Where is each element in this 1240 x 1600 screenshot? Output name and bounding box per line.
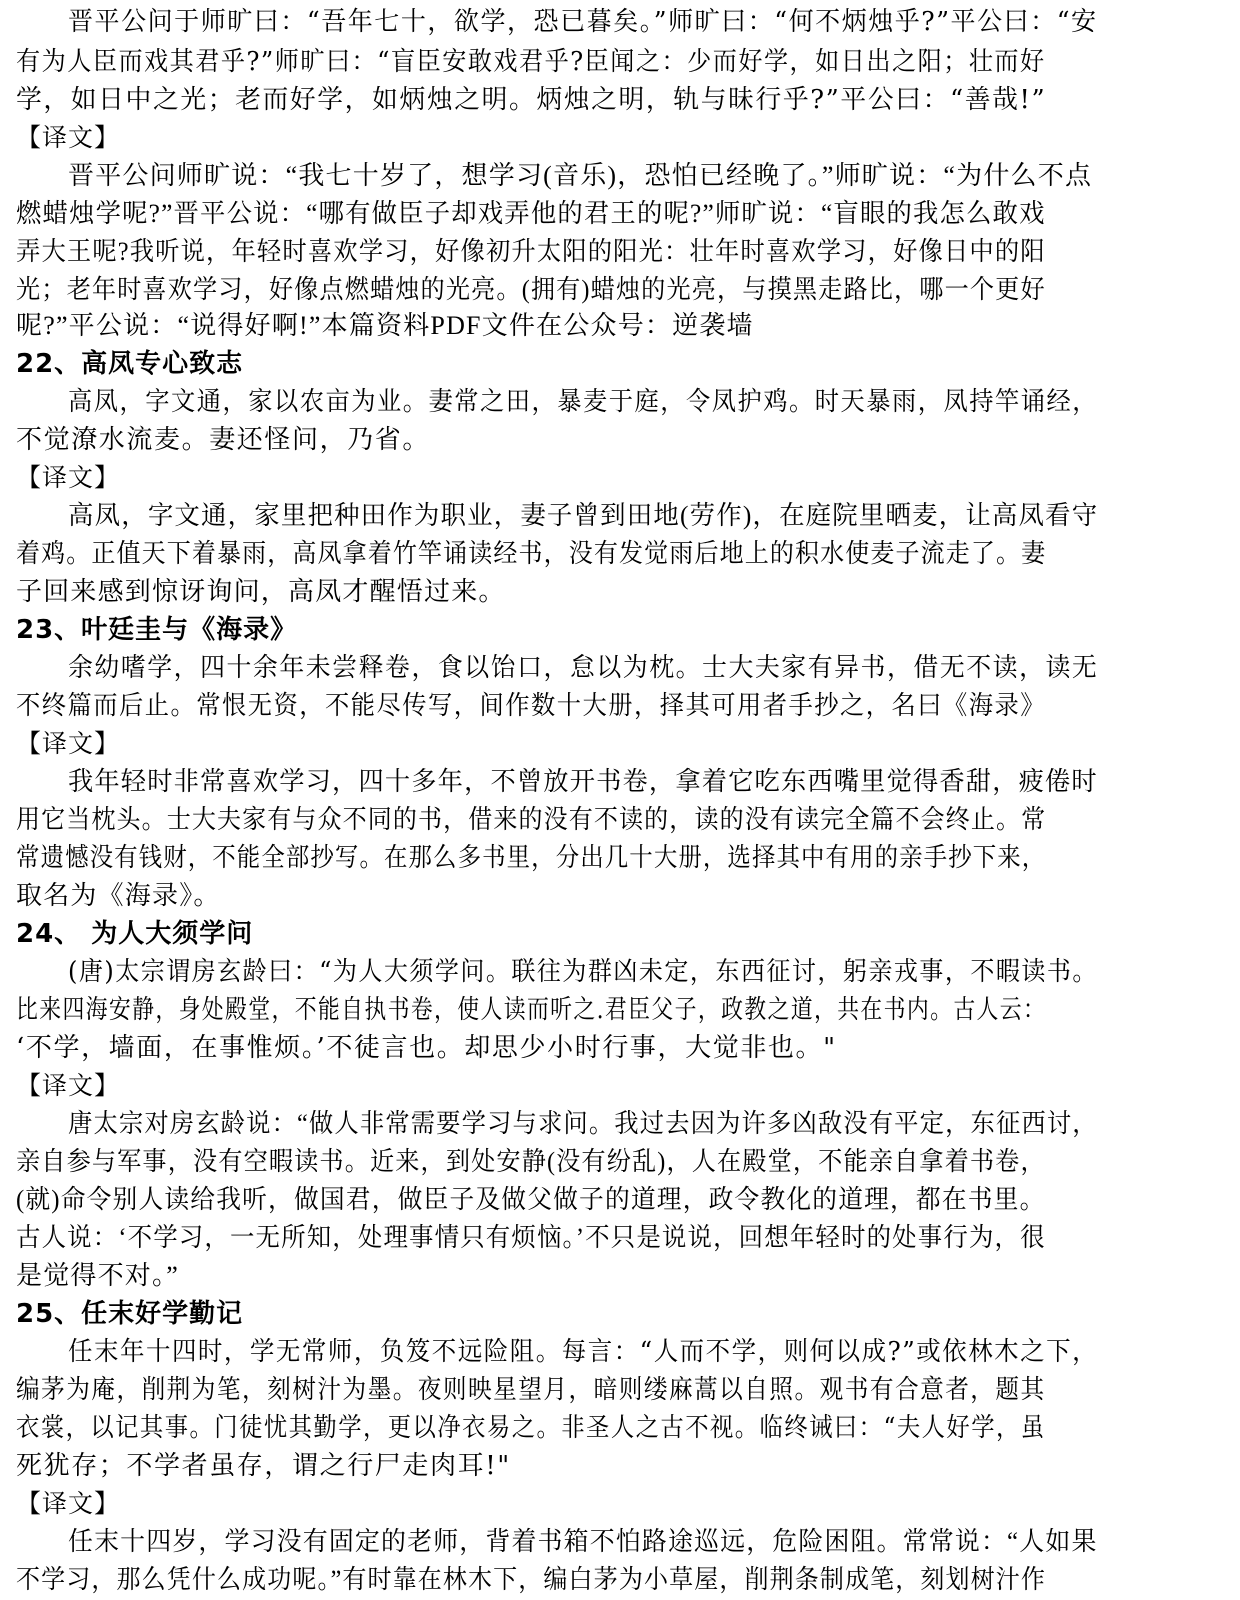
translation-label: 【译文】	[16, 123, 121, 152]
translation-text-line: (就)命令别人读给我听，做国君，做臣子及做父做子的道理，政令教化的道理，都在书里。	[16, 1185, 1046, 1214]
translation-text-line: 古人说：‘不学习，一无所知，处理事情只有烦恼。’不只是说说，回想年轻时的处事行为，很	[16, 1223, 1046, 1252]
translation-text-line: 我年轻时非常喜欢学习，四十多年，不曾放开书卷，拿着它吃东西嘴里觉得香甜，疲倦时	[68, 767, 1098, 796]
translation-text-line: 光；老年时喜欢学习，好像点燃蜡烛的光亮。(拥有)蜡烛的光亮，与摸黑走路比，哪一个更好	[16, 275, 1046, 304]
translation-text-line: 呢?”平公说：“说得好啊!”本篇资料PDF文件在公众号：逆袭墙	[16, 311, 754, 340]
original-text-line: 衣裳，以记其事。门徒忧其勤学，更以净衣易之。非圣人之古不视。临终诫曰：“夫人好学，虽	[16, 1413, 1046, 1443]
section-heading: 23、叶廷圭与《海录》	[16, 615, 298, 645]
original-text-line: (唐)太宗谓房玄龄曰：“为人大须学问。联往为群凶未定，东西征讨，躬亲戎事，不暇读书。	[68, 957, 1098, 987]
original-text-line: 不觉潦水流麦。妻还怪问，乃省。	[16, 425, 431, 455]
section-heading: 24、 为人大须学问	[16, 919, 254, 949]
original-text-line: 不终篇而后止。常恨无资，不能尽传写，间作数十大册，择其可用者手抄之，名曰《海录》	[16, 691, 1047, 721]
original-text-line: 任末年十四时，学无常师，负笈不远险阻。每言：“人而不学，则何以成?”或依林木之下，	[68, 1337, 1099, 1367]
translation-text-line: 用它当枕头。士大夫家有与众不同的书，借来的没有不读的，读的没有读完全篇不会终止。常	[16, 805, 1047, 834]
original-text-line: 比来四海安静，身处殿堂，不能自执书卷，使人读而听之.君臣父子，政教之道，共在书内。古人云：	[16, 995, 1047, 1025]
translation-text-line: 晋平公问师旷说：“我七十岁了，想学习(音乐)，恐怕已经晚了。”师旷说：“为什么不点	[68, 161, 1093, 190]
translation-text-line: 弄大王呢?我听说，年轻时喜欢学习，好像初升太阳的阳光：壮年时喜欢学习，好像日中的阳	[16, 237, 1046, 266]
original-text-line: ‘不学，墙面，在事惟烦。’不徒言也。却思少小时行事，大觉非也。"	[16, 1033, 837, 1063]
translation-text-line: 高凤，字文通，家里把种田作为职业，妻子曾到田地(劳作)，在庭院里晒麦，让高凤看守	[68, 501, 1099, 530]
translation-text-line: 着鸡。正值天下着暴雨，高凤拿着竹竿诵读经书，没有发觉雨后地上的积水使麦子流走了。妻	[16, 539, 1047, 568]
original-text-line: 学，如日中之光；老而好学，如炳烛之明。炳烛之明，轨与昧行乎?”平公曰：“善哉!”	[16, 85, 1047, 115]
translation-label: 【译文】	[16, 463, 121, 492]
translation-label: 【译文】	[16, 1489, 121, 1518]
translation-text-line: 取名为《海录》。	[16, 881, 221, 910]
original-text-line: 余幼嗜学，四十余年未尝释卷，食以饴口，怠以为枕。士大夫家有异书，借无不读，读无	[68, 653, 1099, 683]
translation-text-line: 任末十四岁，学习没有固定的老师，背着书箱不怕路途巡远，危险困阻。常常说：“人如果	[68, 1527, 1098, 1556]
original-text-line: 编茅为庵，削荆为笔，刻树汁为墨。夜则映星望月，暗则缕麻蒿以自照。观书有合意者，题其	[16, 1375, 1046, 1405]
translation-label: 【译文】	[16, 1071, 121, 1100]
translation-text-line: 常遗憾没有钱财，不能全部抄写。在那么多书里，分出几十大册，选择其中有用的亲手抄下来，	[16, 843, 1047, 872]
original-text-line: 有为人臣而戏其君乎?”师旷曰：“盲臣安敢戏君乎?臣闻之：少而好学，如日出之阳；壮而好	[16, 47, 1046, 77]
translation-text-line: 不学习，那么凭什么成功呢。”有时靠在林木下，编白茅为小草屋，削荆条制成笔，刻划树汁作	[16, 1565, 1046, 1594]
translation-text-line: 唐太宗对房玄龄说：“做人非常需要学习与求问。我过去因为许多凶敌没有平定，东征西讨，	[68, 1109, 1098, 1138]
original-text-line: 高凤，字文通，家以农亩为业。妻常之田，暴麦于庭，令凤护鸡。时天暴雨，凤持竿诵经，	[68, 387, 1099, 417]
section-heading: 25、任末好学勤记	[16, 1299, 244, 1329]
translation-label: 【译文】	[16, 729, 121, 758]
translation-text-line: 子回来感到惊讶询问，高凤才醒悟过来。	[16, 577, 506, 606]
translation-text-line: 亲自参与军事，没有空暇读书。近来，到处安静(没有纷乱)，人在殿堂，不能亲自拿着书卷，	[16, 1147, 1046, 1176]
original-text-line: 死犹存；不学者虽存，谓之行尸走肉耳!"	[16, 1451, 511, 1481]
section-heading: 22、高凤专心致志	[16, 349, 244, 379]
original-text-line: 晋平公问于师旷曰：“吾年七十，欲学，恐已暮矣。”师旷曰：“何不炳烛乎?”平公曰：“安	[68, 7, 1098, 37]
translation-text-line: 燃蜡烛学呢?”晋平公说：“哪有做臣子却戏弄他的君王的呢?”师旷说：“盲眼的我怎么敢戏	[16, 199, 1046, 228]
translation-text-line: 是觉得不对。”	[16, 1261, 179, 1290]
